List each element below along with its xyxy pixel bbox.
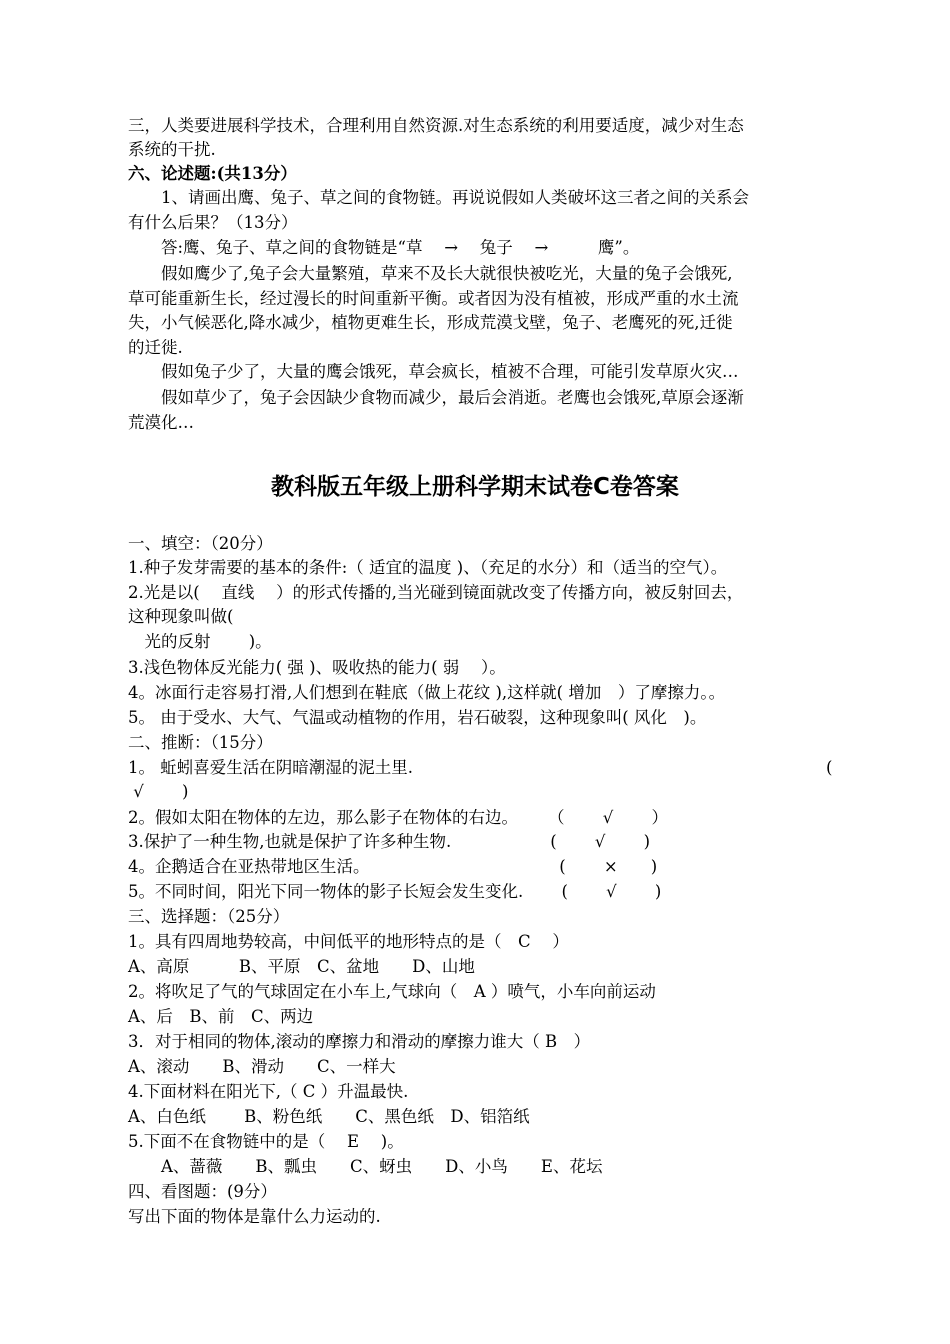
section-heading: 二、推断：（15分）	[128, 733, 273, 752]
fill-item: 2.光是以( 直线 ）的形式传播的,当光碰到镜面就改变了传播方向，被反射回去，	[128, 583, 744, 602]
judge-bracket: (	[826, 758, 833, 777]
judge-item: 2。假如太阳在物体的左边，那么影子在物体的右边。 （ √ ）	[128, 808, 668, 827]
fill-item: 光的反射 )。	[128, 632, 272, 651]
section-heading: 六、论述题:(共13分）	[128, 164, 297, 183]
answer-text: 答:鹰、兔子、草之间的食物链是“草 → 兔子 → 鹰”。	[128, 238, 640, 257]
text-line: 三，人类要进展科学技术，合理利用自然资源.对生态系统的利用要适度，减少对生态	[128, 116, 744, 135]
text-line: 系统的干扰.	[128, 140, 216, 159]
paragraph-line: 荒漠化…	[128, 413, 194, 432]
judge-item: 3.保护了一种生物,也就是保护了许多种生物. ( √ )	[128, 832, 651, 851]
fill-item: 3.浅色物体反光能力( 强 )、吸收热的能力( 弱 ）。	[128, 658, 506, 677]
fill-item: 5。 由于受水、大气、气温或动植物的作用，岩石破裂，这种现象叫( 风化 )。	[128, 708, 707, 727]
question-text: 1、请画出鹰、兔子、草之间的食物链。再说说假如人类破坏这三者之间的关系会	[128, 188, 749, 207]
fill-item: 1.种子发芽需要的基本的条件:（ 适宜的温度 )、（充足的水分）和（适当的空气）。	[128, 558, 728, 577]
choice-options: A、后 B、前 C、两边	[128, 1007, 314, 1026]
page-title: 教科版五年级上册科学期末试卷C卷答案	[271, 474, 679, 500]
paragraph-line: 假如鹰少了,兔子会大量繁殖，草来不及长大就很快被吃光，大量的兔子会饿死,	[128, 264, 733, 283]
paragraph-line: 草可能重新生长，经过漫长的时间重新平衡。或者因为没有植被，形成严重的水土流	[128, 289, 739, 308]
choice-options: A、白色纸 B、粉色纸 C、黑色纸 D、铝箔纸	[128, 1107, 530, 1126]
section-heading: 一、填空：（20分）	[128, 534, 273, 553]
section-heading: 四、看图题：(9分）	[128, 1182, 277, 1201]
choice-question: 1。具有四周地势较高，中间低平的地形特点的是（ C ）	[128, 932, 569, 951]
question-text: 有什么后果？（13分）	[128, 213, 298, 232]
judge-item: √ )	[128, 782, 189, 801]
paragraph-line: 假如兔子少了，大量的鹰会饿死，草会疯长，植被不合理，可能引发草原火灾…	[128, 362, 739, 381]
choice-options: A、高原 B、平原 C、盆地 D、山地	[128, 957, 475, 976]
paragraph-line: 假如草少了，兔子会因缺少食物而减少，最后会消逝。老鹰也会饿死,草原会逐渐	[128, 388, 744, 407]
judge-item: 5。不同时间，阳光下同一物体的影子长短会发生变化. ( √ )	[128, 882, 662, 901]
choice-question: 4.下面材料在阳光下,（ C ）升温最快.	[128, 1082, 409, 1101]
paragraph-line: 失，小气候恶化,降水减少，植物更难生长，形成荒漠戈壁，兔子、老鹰死的死,迁徙	[128, 313, 733, 332]
fill-item: 这种现象叫做(	[128, 607, 234, 626]
judge-item: 4。企鹅适合在亚热带地区生活。 ( × )	[128, 857, 658, 876]
instruction-text: 写出下面的物体是靠什么力运动的.	[128, 1207, 381, 1226]
paragraph-line: 的迁徙.	[128, 338, 183, 357]
choice-question: 3．对于相同的物体,滚动的摩擦力和滑动的摩擦力谁大（ B ）	[128, 1032, 591, 1051]
fill-item: 4。冰面行走容易打滑,人们想到在鞋底（做上花纹 ),这样就( 增加 ）了摩擦力。。	[128, 683, 726, 702]
judge-item: 1。 蚯蚓喜爱生活在阴暗潮湿的泥土里.	[128, 758, 413, 777]
choice-options: A、蔷薇 B、瓢虫 C、蚜虫 D、小鸟 E、花坛	[128, 1157, 603, 1176]
section-heading: 三、选择题：（25分）	[128, 907, 290, 926]
choice-question: 5.下面不在食物链中的是（ E )。	[128, 1132, 404, 1151]
choice-question: 2。将吹足了气的气球固定在小车上,气球向（ A ）喷气，小车向前运动	[128, 982, 656, 1001]
choice-options: A、滚动 B、滑动 C、一样大	[128, 1057, 396, 1076]
